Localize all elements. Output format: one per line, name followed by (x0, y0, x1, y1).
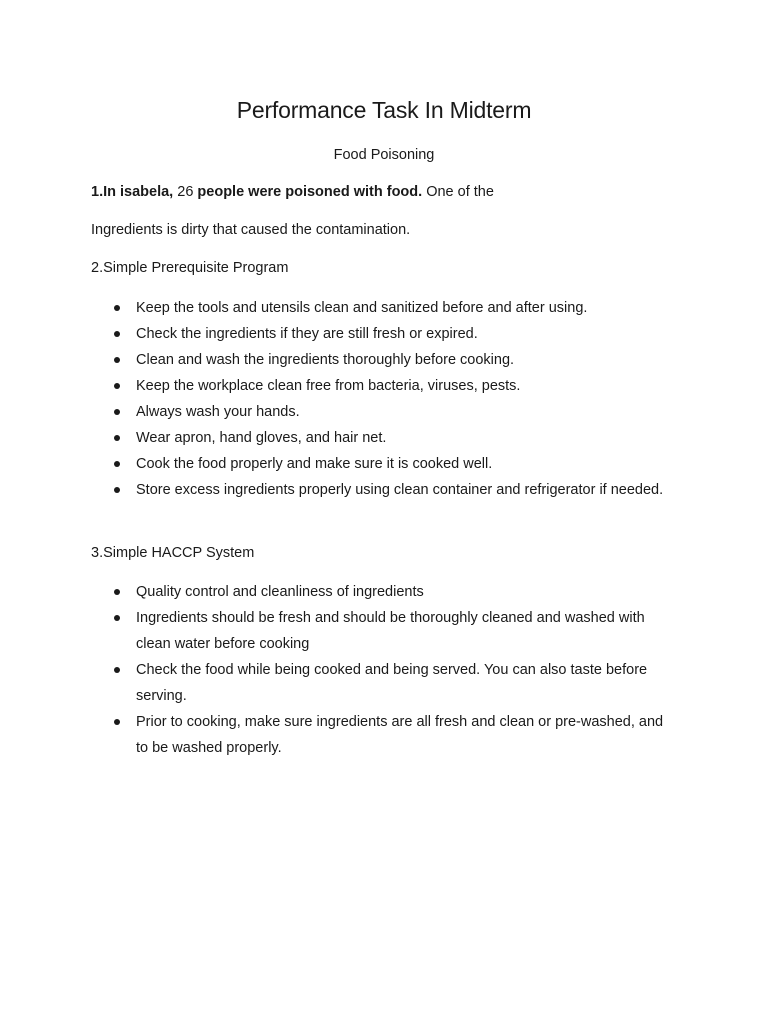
list-item (0, 295, 676, 321)
haccp-system-list (0, 579, 768, 761)
list-item-text: Keep the tools and utensils clean and sanitized before and after using. (136, 300, 588, 316)
section1-number: 1. (91, 184, 104, 200)
section1-text-part1: In isabela, (103, 184, 178, 200)
bullet-icon (114, 409, 120, 415)
list-item (0, 321, 676, 347)
list-item-text: Cook the food properly and make sure it is cooked well. (136, 456, 493, 472)
section1-count: 26 (177, 184, 194, 200)
list-item (0, 425, 676, 451)
section2-heading: 2.Simple Prerequisite Program (91, 260, 289, 276)
bullet-icon (114, 667, 120, 673)
list-item-text: Quality control and cleanliness of ingredients (136, 584, 424, 600)
list-item-text: Check the food while being cooked and being served. You can also taste before serving. (136, 662, 648, 704)
prerequisite-program-list (0, 295, 768, 503)
document-title: Performance Task In Midterm (236, 97, 532, 123)
section3-heading: 3.Simple HACCP System (91, 545, 255, 561)
list-item (0, 347, 676, 373)
list-item-text: Check the ingredients if they are still fresh or expired. (136, 326, 478, 342)
bullet-icon (114, 589, 120, 595)
list-item-text: Keep the workplace clean free from bacteria, viruses, pests. (136, 378, 521, 394)
document-subtitle: Food Poisoning (333, 147, 435, 163)
bullet-icon (114, 383, 120, 389)
list-item-text: Always wash your hands. (136, 404, 300, 420)
section1-line1 (91, 182, 494, 202)
list-item (0, 477, 676, 503)
list-item-text: Store excess ingredients properly using clean container and refrigerator if needed. (136, 482, 664, 498)
list-item-text: Wear apron, hand gloves, and hair net. (136, 430, 387, 446)
list-item (0, 373, 676, 399)
section1-text-part2: people were poisoned with food. (193, 184, 423, 200)
list-item-text: Clean and wash the ingredients thoroughly before cooking. (136, 352, 515, 368)
bullet-icon (114, 331, 120, 337)
list-item-text: Prior to cooking, make sure ingredients are all fresh and clean or pre-washed, and to be washed properly. (136, 714, 664, 756)
bullet-icon (114, 615, 120, 621)
section1-text-part3: One of the (422, 184, 494, 200)
list-item (0, 657, 676, 709)
bullet-icon (114, 305, 120, 311)
list-item (0, 451, 676, 477)
section1-line2: Ingredients is dirty that caused the contamination. (91, 222, 411, 238)
bullet-icon (114, 719, 120, 725)
bullet-icon (114, 435, 120, 441)
bullet-icon (114, 487, 120, 493)
bullet-icon (114, 357, 120, 363)
list-item (0, 399, 676, 425)
list-item (0, 579, 676, 605)
list-item (0, 605, 676, 657)
list-item (0, 709, 676, 761)
list-item-text: Ingredients should be fresh and should be thoroughly cleaned and washed with clean water before cooking (136, 610, 645, 652)
bullet-icon (114, 461, 120, 467)
